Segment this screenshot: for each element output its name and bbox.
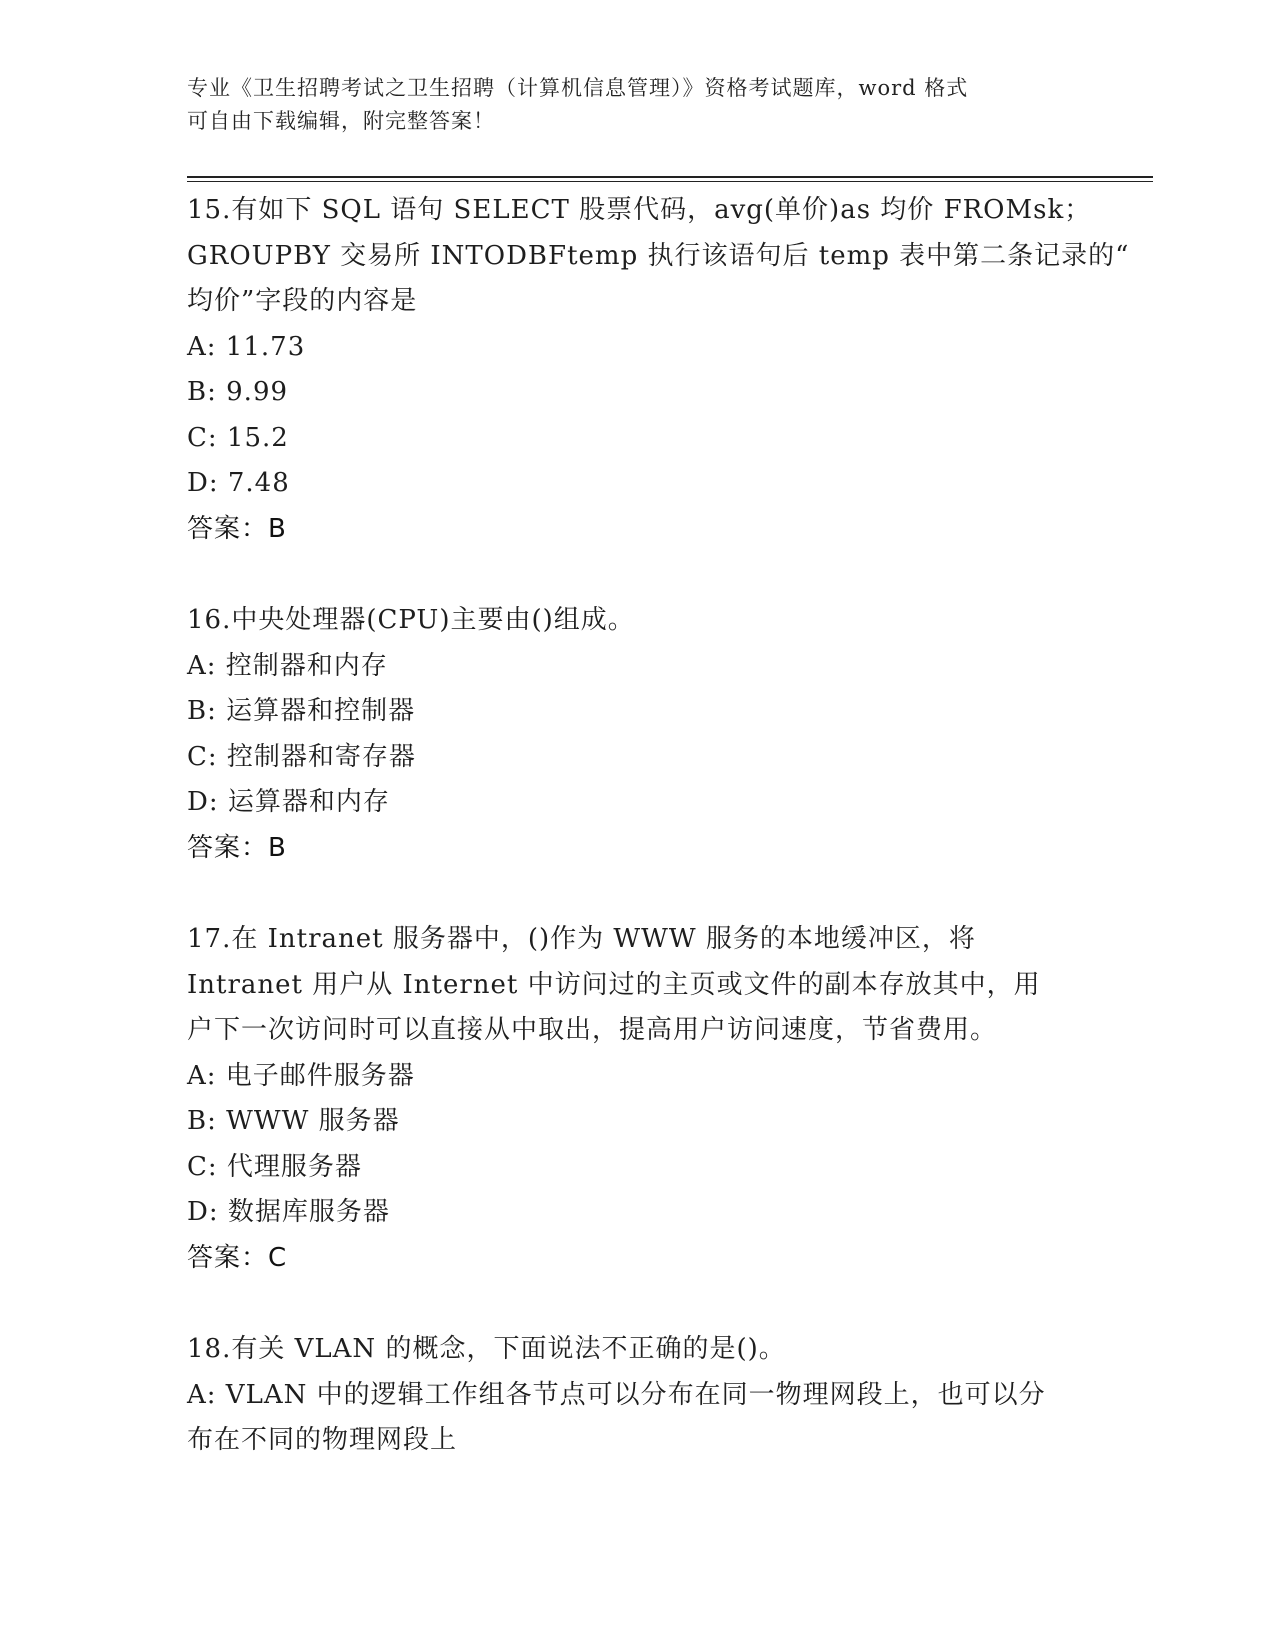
option-d: D: 7.48 — [187, 468, 290, 498]
stem-line: 15.有如下 SQL 语句 SELECT 股票代码，avg(单价)as 均价 FROMsk； — [187, 195, 1092, 225]
question-stem — [187, 917, 1087, 1054]
option-b: B: 9.99 — [187, 377, 289, 407]
header-line-1: 专业《卫生招聘考试之卫生招聘（计算机信息管理）》资格考试题库，word 格式 — [187, 76, 969, 100]
question-16 — [187, 598, 1087, 871]
option-a-continued: 布在不同的物理网段上 — [187, 1425, 458, 1455]
option-b: B: 运算器和控制器 — [187, 696, 416, 726]
stem-line: 18.有关 VLAN 的概念，下面说法不正确的是()。 — [187, 1334, 786, 1364]
option-b: B: WWW 服务器 — [187, 1106, 400, 1136]
question-list — [187, 188, 1130, 1510]
option-d: D: 数据库服务器 — [187, 1197, 390, 1227]
stem-line: GROUPBY 交易所 INTODBFtemp 执行该语句后 temp 表中第二条记录的“ — [187, 240, 1130, 271]
stem-line: 16.中央处理器(CPU)主要由()组成。 — [187, 605, 635, 635]
document-header — [187, 72, 1087, 138]
option-a: A: 11.73 — [187, 331, 306, 362]
question-15 — [187, 188, 1130, 552]
option-d: D: 运算器和内存 — [187, 787, 390, 817]
option-c: C: 15.2 — [187, 422, 289, 453]
header-line-2: 可自由下载编辑，附完整答案！ — [187, 109, 495, 133]
header-divider-thin — [187, 181, 1153, 182]
answer: 答案：B — [187, 513, 287, 544]
question-stem — [187, 598, 1087, 644]
stem-line: 17.在 Intranet 服务器中，()作为 WWW 服务的本地缓冲区，将 — [187, 924, 976, 954]
question-18 — [187, 1327, 1087, 1464]
stem-line: 均价”字段的内容是 — [187, 286, 418, 316]
question-17 — [187, 917, 1087, 1281]
option-c: C: 代理服务器 — [187, 1151, 362, 1182]
stem-line: Intranet 用户从 Internet 中访问过的主页或文件的副本存放其中，用 — [187, 969, 1041, 1000]
option-a: A: 控制器和内存 — [187, 650, 388, 681]
header-divider-thick — [187, 176, 1153, 178]
answer: 答案：C — [187, 1242, 288, 1273]
answer: 答案：B — [187, 832, 287, 863]
question-stem — [187, 188, 1130, 325]
question-stem — [187, 1327, 1087, 1373]
option-a: A: 电子邮件服务器 — [187, 1060, 415, 1091]
option-a: A: VLAN 中的逻辑工作组各节点可以分布在同一物理网段上，也可以分 — [187, 1379, 1046, 1410]
option-c: C: 控制器和寄存器 — [187, 741, 416, 772]
stem-line: 户下一次访问时可以直接从中取出，提高用户访问速度，节省费用。 — [187, 1015, 998, 1045]
